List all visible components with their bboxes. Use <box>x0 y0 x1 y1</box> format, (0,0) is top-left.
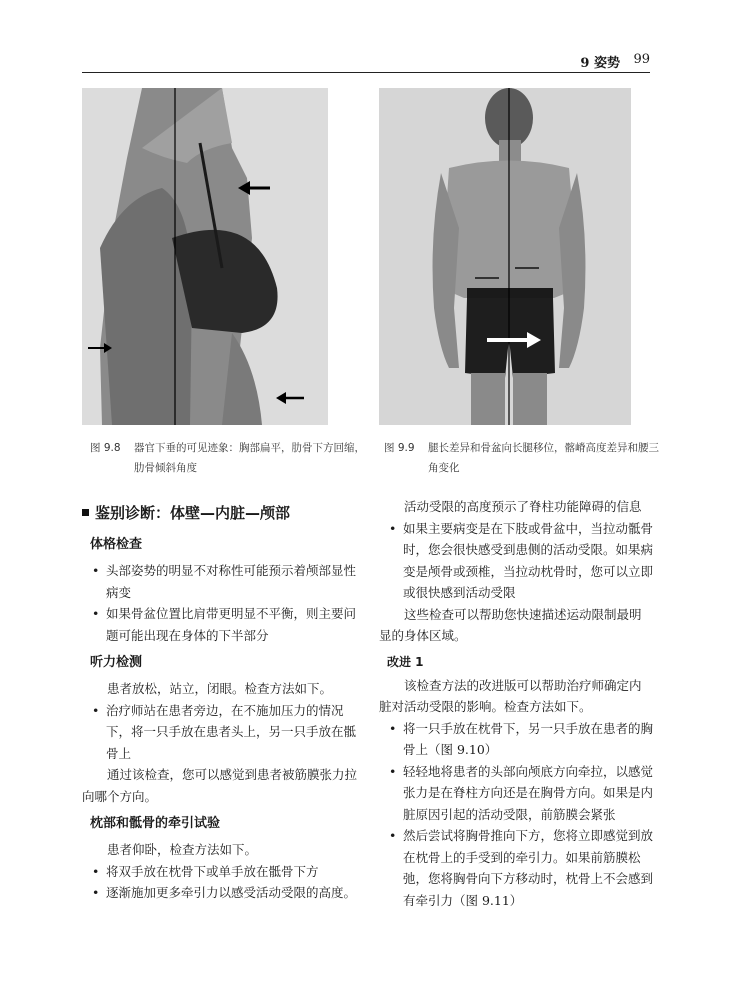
section-title-text: 鉴别诊断：体壁—内脏—颅部 <box>95 504 291 522</box>
figure-9-8-caption <box>90 438 380 482</box>
figure-caption-text: 器官下垂的可见迹象：胸部扁平，肋骨下方回缩，肋骨倾斜角度 <box>134 442 365 474</box>
paragraph: 患者放松，站立，闭眼。检查方法如下。 <box>107 681 333 696</box>
list-item: • 轻轻地将患者的头部向颅底方向牵拉，以感觉张力是在脊柱方向还是在胸骨方向。如果是内脏原因引起的活动受限，前筋膜会紧张 <box>379 761 653 826</box>
paragraph: 这些检查可以帮助您快速描述运动限制最明显的身体区域。 <box>379 606 642 643</box>
square-bullet-icon <box>82 509 89 516</box>
heading-listening-test: 听力检测 <box>90 655 143 670</box>
figure-caption-text: 腿长差异和骨盆向长腿移位，髂嵴高度差异和腰三角变化 <box>428 442 659 474</box>
right-column <box>379 496 653 911</box>
section-title <box>82 500 358 526</box>
list-item: • 将双手放在枕骨下或单手放在骶骨下方 <box>82 861 358 883</box>
list-item: • 如果主要病变是在下肢或骨盆中，当拉动骶骨时，您会很快感受到患侧的活动受限。如果病变是颅骨或颈椎，当拉动枕骨时，您可以立即或很快感到活动受限 <box>379 518 653 604</box>
list-item: • 逐渐施加更多牵引力以感受活动受限的高度。 <box>82 882 358 904</box>
page-header <box>82 48 650 73</box>
list-item: • 然后尝试将胸骨推向下方，您将立即感觉到放在枕骨上的手受到的牵引力。如果前筋膜松弛，您将胸骨向下方移动时，枕骨上不会感到有牵引力（图 9.11） <box>379 825 653 911</box>
paragraph: 活动受限的高度预示了脊柱功能障碍的信息 <box>404 499 642 514</box>
figure-number: 图 9.8 <box>90 442 121 454</box>
paragraph: 通过该检查，您可以感觉到患者被筋膜张力拉向哪个方向。 <box>82 767 358 804</box>
paragraph: 该检查方法的改进版可以帮助治疗师确定内脏对活动受限的影响。检查方法如下。 <box>379 677 642 714</box>
heading-physical-exam: 体格检查 <box>90 537 143 552</box>
list-item: • 头部姿势的明显不对称性可能预示着颅部显性病变 <box>82 560 358 603</box>
figure-9-9-caption <box>384 438 674 482</box>
chapter-title: 9 姿势 <box>580 56 620 71</box>
list-item: • 将一只手放在枕骨下，另一只手放在患者的胸骨上（图 9.10） <box>379 718 653 761</box>
heading-improvement-1: 改进 1 <box>387 654 424 669</box>
list-item: • 如果骨盆位置比肩带更明显不平衡，则主要问题可能出现在身体的下半部分 <box>82 603 358 646</box>
figure-9-8-photo <box>82 88 328 425</box>
paragraph: 患者仰卧，检查方法如下。 <box>107 842 258 857</box>
page-number: 99 <box>633 52 650 67</box>
figure-9-9-photo <box>379 88 631 425</box>
list-item: • 治疗师站在患者旁边，在不施加压力的情况下，将一只手放在患者头上，另一只手放在骶骨上 <box>82 700 358 765</box>
figure-number: 图 9.9 <box>384 442 415 454</box>
heading-traction-test: 枕部和骶骨的牵引试验 <box>90 816 221 831</box>
left-column <box>82 500 358 904</box>
